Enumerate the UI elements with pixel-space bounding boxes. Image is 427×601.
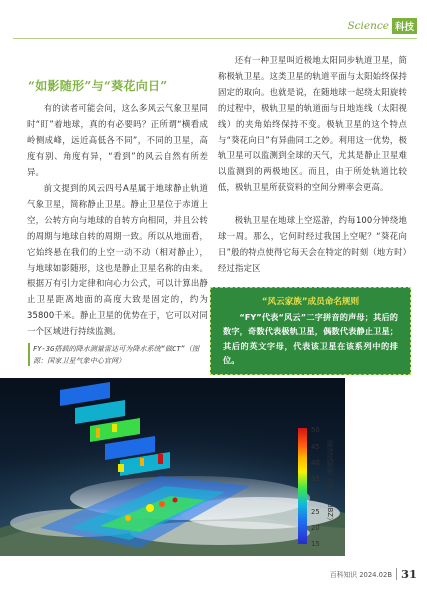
section-label-zh: 科技 [392,18,417,34]
section-label-en: Science [347,20,389,32]
paragraph-left-1: 有的读者可能会问，这么多风云气象卫星同时“盯”着地球，真的有必要吗？正所谓“横看成岭侧成峰，远近高低各不同”，不同的卫星，高度有别、角度有异，“看到”的风云自然有所差异。 [27,103,208,177]
colorbar-tick: 25 [311,508,320,516]
reflectivity-colorbar [298,428,307,544]
colorbar-tick: 45 [311,443,320,451]
section-header [347,17,417,35]
page-number: 31 [400,567,417,581]
paragraph-left-2: 前文提到的风云四号A星属于地球静止轨道气象卫星，简称静止卫星。静止卫星位于赤道上空，公转方向与地球的自转方向相同，并且公转的周期与地球自转的周期一致。所以从地面看，它始终悬在我们的上空一动不动（相对静止），与地球如影随形，这也是静止卫星名称的由来。根据万有引力定律和向心力公式，可以计算出静止卫星距离地面的高度大致是固定的，约为35800千米。静止卫星的优势在于，它可以对同一个区域进行持续监测。 [27,183,208,337]
magazine-issue: 百科知识 2024.02B [329,571,392,579]
colorbar-tick: 20 [311,524,320,532]
box-text: “FY”代表“风云”二字拼音的声母；其后的数字，奇数代表极轨卫星，偶数代表静止卫星；其后的英文字母，代表该卫星在该系列中的排位。 [223,312,398,366]
paragraph-right-2: 极轨卫星在地球上空巡游，约每100分钟绕地球一周。那么，它何时经过我国上空呢？“葵花向日”般的特点使得它每天会在特定的时刻（地方时）经过指定区 [218,215,407,273]
naming-rules-box [210,287,411,375]
colorbar-tick: 50 [311,426,320,434]
footer-divider [396,568,397,580]
radar-image-graphic [0,378,345,556]
colorbar-tick: 30 [311,492,320,500]
colorbar-tick: 15 [311,540,320,548]
figure-caption: FY-3G搭载的降水测量雷达可为降水系统“做CT”（图源：国家卫星气象中心官网） [28,343,211,366]
header-divider [13,38,417,39]
colorbar-tick: 40 [311,459,320,467]
paragraph-right-1: 还有一种卫星叫近极地太阳同步轨道卫星，简称极轨卫星。这类卫星的轨道平面与太阳始终保持固定的取向。也就是说，在随地球一起绕太阳旋转的过程中，极轨卫星的轨道面与日地连线（太阳视线）的夹角始终保持不变。极轨卫星的这个特点与“葵花向日”有异曲同工之妙。利用这一优势，极轨卫星可以监测到全球的天气，尤其是静止卫星难以监测到的两极地区。而且，由于所处轨道比较低，极轨卫星所获资料的空间分辨率会更高。 [218,55,407,193]
colorbar-tick: 35 [311,475,320,483]
colorbar-label: 雷达反射率（单位：dBZ） [326,440,334,525]
page-footer [330,567,417,581]
article-subheading: “如影随形”与“葵花向日” [28,79,168,93]
box-title: “风云家族”成员命名规则 [261,297,360,307]
radar-satellite-image [0,378,345,556]
